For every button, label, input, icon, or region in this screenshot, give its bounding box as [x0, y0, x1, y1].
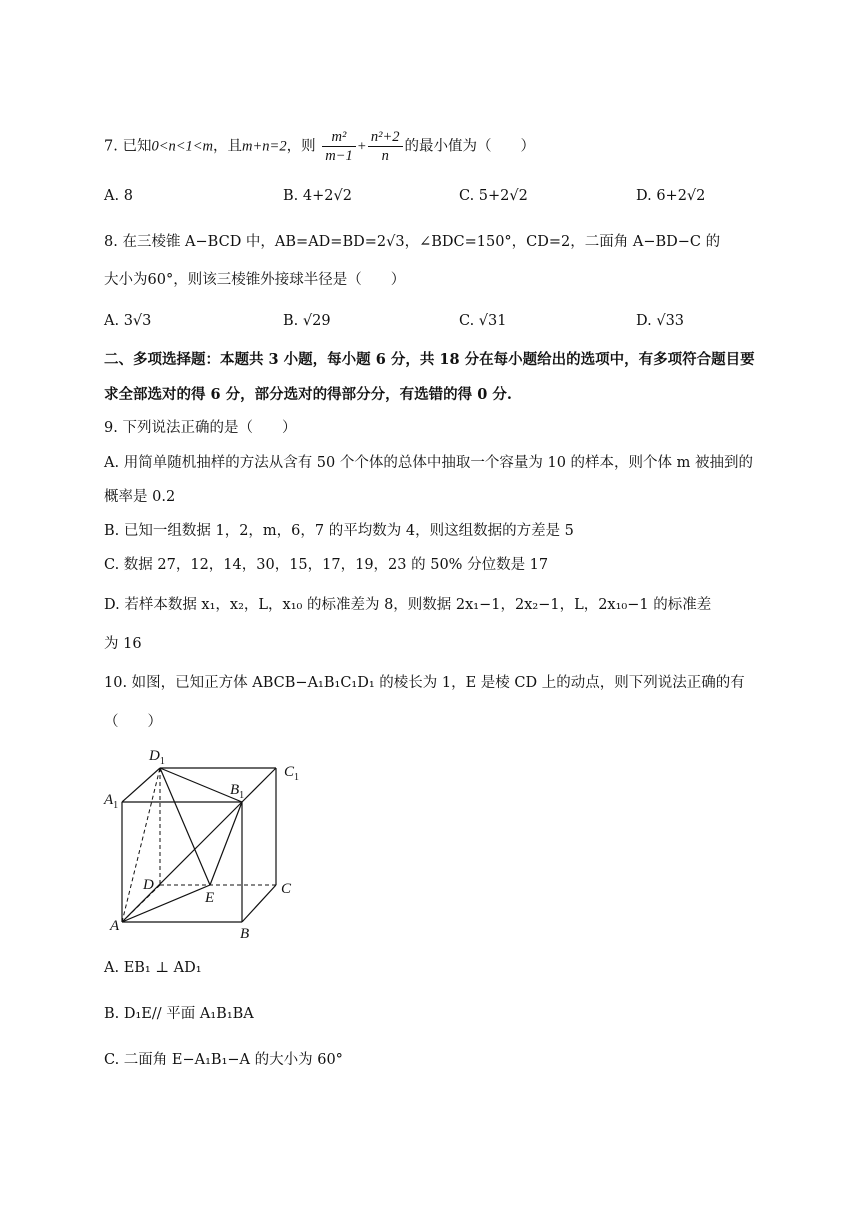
- cube-figure: [100, 742, 310, 942]
- q7-option-a: A. 8: [104, 188, 133, 204]
- label-e: E: [205, 890, 215, 906]
- q7-fraction-1: $\frac{\text{m²}}{m-1}$: [322, 128, 356, 165]
- edge-b1-c1: [242, 768, 276, 802]
- q10-option-b: B. D₁E// 平面 A₁B₁BA: [104, 1006, 254, 1022]
- q8-option-b: B. √29: [283, 313, 331, 329]
- q10-stem-line2: （ ）: [104, 714, 162, 730]
- q7-stem: 7. 已知0<n<1<m，且m+n=2，则 $\frac{\text{m²}}{m-1}$ + $\frac{\text{n²+2}}{n}$ 的最小值为（ ）: [104, 129, 536, 164]
- q10-stem-line1: 10. 如图，已知正方体 ABCB−A₁B₁C₁D₁ 的棱长为 1，E 是棱 CD 上的动点，则下列说法正确的有: [104, 675, 745, 691]
- edge-b-c: [242, 885, 276, 922]
- q10-option-c: C. 二面角 E−A₁B₁−A 的大小为 60°: [104, 1052, 343, 1068]
- q9-option-a-line2: 概率是 0.2: [104, 489, 176, 505]
- section2-header-line2: 求全部选对的得 6 分，部分选对的得部分分，有选错的得 0 分.: [104, 386, 512, 403]
- q7-option-d: D. 6+2√2: [636, 188, 706, 204]
- segment-a-e: [122, 885, 210, 922]
- q8-option-a: A. 3√3: [104, 313, 152, 329]
- q9-option-d-line1: D. 若样本数据 x₁，x₂，L，x₁₀ 的标准差为 8，则数据 2x₁−1，2x₂−1，L，2x₁₀−1 的标准差: [104, 597, 712, 613]
- label-d: D: [143, 877, 154, 893]
- q10-option-a: A. EB₁ ⊥ AD₁: [104, 960, 202, 976]
- section2-header-line1: 二、多项选择题：本题共 3 小题，每小题 6 分，共 18 分在每小题给出的选项中，有多项符合题目要: [104, 351, 755, 368]
- hidden-segment-a-d1: [122, 768, 160, 922]
- q9-option-b: B. 已知一组数据 1，2，m，6，7 的平均数为 4，则这组数据的方差是 5: [104, 523, 574, 539]
- q7-condition: 0<n<1<m: [151, 138, 214, 155]
- q7-sum: m+n=2: [242, 138, 287, 155]
- q7-fraction-2: $\frac{\text{n²+2}}{n}$: [368, 128, 403, 165]
- q8-stem-line2: 大小为60°，则该三棱锥外接球半径是（ ）: [104, 272, 406, 288]
- q7-option-b: B. 4+2√2: [283, 188, 352, 204]
- label-c: C: [281, 881, 292, 897]
- segment-e-b1: [210, 802, 242, 885]
- q9-option-c: C. 数据 27，12，14，30，15，17，19，23 的 50% 分位数是 17: [104, 557, 549, 573]
- q8-stem-line1: 8. 在三棱锥 A−BCD 中，AB=AD=BD=2√3，∠BDC=150°，CD=2，二面角 A−BD−C 的: [104, 234, 721, 250]
- q9-stem: 9. 下列说法正确的是（ ）: [104, 420, 297, 436]
- label-b1: $B_1$: [230, 782, 245, 801]
- q9-option-d-line2: 为 16: [104, 636, 142, 652]
- q8-option-d: D. √33: [636, 313, 685, 329]
- q7-option-c: C. 5+2√2: [459, 188, 528, 204]
- label-a1: $A_1$: [104, 792, 119, 811]
- label-d1: $D_1$: [149, 748, 165, 767]
- edge-a1-d1: [122, 768, 160, 802]
- q8-option-c: C. √31: [459, 313, 507, 329]
- label-a: A: [110, 918, 120, 934]
- label-c1: $C_1$: [284, 764, 300, 783]
- label-b: B: [240, 926, 250, 942]
- q9-option-a-line1: A. 用简单随机抽样的方法从含有 50 个个体的总体中抽取一个容量为 10 的样本，则个体 m 被抽到的: [104, 455, 753, 471]
